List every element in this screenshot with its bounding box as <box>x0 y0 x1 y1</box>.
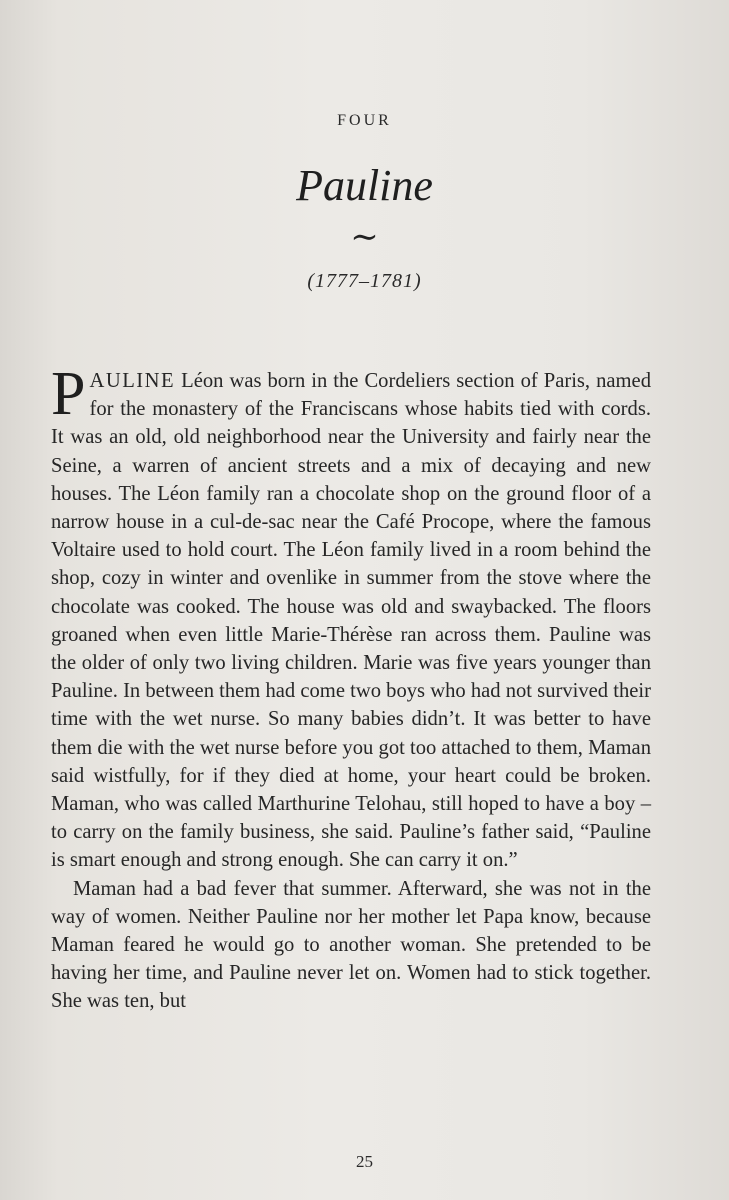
drop-cap: P <box>51 360 86 428</box>
chapter-body <box>51 360 651 1016</box>
chapter-number: FOUR <box>337 112 392 129</box>
chapter-dates: (1777–1781) <box>307 270 422 292</box>
page-number: 25 <box>356 1152 373 1171</box>
paragraph-2: Maman had a bad fever that summer. Afterward, she was not in the way of women. Neither Pauline nor her mother let Papa know, because Maman feared he would go to another woman. She pretended to be having her time, and Pauline never let on. Women had to stick together. She was ten, but <box>51 877 651 1013</box>
opening-smallcaps: AULINE <box>89 370 176 392</box>
paragraph-1 <box>51 360 651 875</box>
tilde-ornament-icon: ∼ <box>350 217 379 257</box>
paragraph-1-text: Léon was born in the Cordeliers section of Paris, named for the monastery of the Franciscans whose habits tied with cords. It was an old, old neighborhood near the University and fairly near the Seine, a warren of ancient streets and a mix of decaying and new houses. The Léon family ran a chocolate shop on the ground floor of a narrow house in a cul-de-sac near the Café Procope, where the famous Voltaire used to hold court. The Léon family lived in a room behind the shop, cozy in winter and ovenlike in summer from the stove where the chocolate was cooked. The house was old and swaybacked. The floors groaned when even little Marie-Thérèse ran across them. Pauline was the older of only two living children. Marie was five years younger than Pauline. In between them had come two boys who had not survived their time with the wet nurse. So many babies didn’t. It was better to have them die with the wet nurse before you got too attached to them, Maman said wistfully, for if they died at home, your heart could be broken. Maman, who was called Marthurine Telohau, still hoped to have a boy – to carry on the family business, she said. Pauline’s father said, “Pauline is smart enough and strong enough. She can carry it on.” <box>51 370 651 872</box>
chapter-title: Pauline <box>296 161 433 210</box>
